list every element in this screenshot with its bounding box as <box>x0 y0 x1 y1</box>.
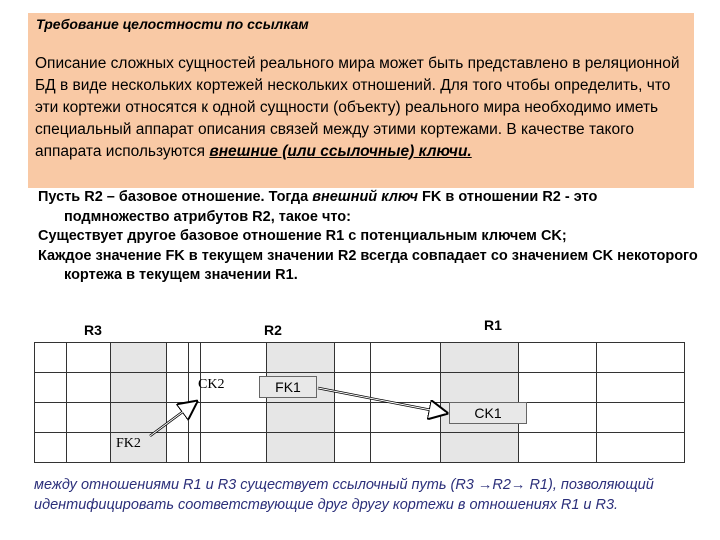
relation-r1-label: R1 <box>484 317 502 333</box>
rule-line-2: Существует другое базовое отношение R1 с потенциальным ключем CK; <box>38 228 567 244</box>
ck1-box: CK1 <box>449 402 527 424</box>
reference-path-caption: между отношениями R1 и R3 существует ссылочный путь (R3 →R2→ R1), позволяющий идентифицировать соответствующие друг другу кортежи в отношениях R1 и R3. <box>34 477 654 513</box>
ck2-label: CK2 <box>198 377 225 392</box>
foreign-key-term: внешний ключ <box>312 189 419 205</box>
relation-r3-label: R3 <box>84 322 102 338</box>
foreign-keys-term: внешние (или ссылочные) ключи. <box>209 143 472 160</box>
rule-line-3: Каждое значение FK в текущем значении R2 всегда совпадает со значением CK некоторого кортежа в текущем значении R1. <box>38 247 698 283</box>
definition-title: Требование целостности по ссылкам <box>36 16 309 32</box>
fk1-box: FK1 <box>259 376 317 398</box>
rule-1-part-b: FK в отношении R2 - это подмножество атрибутов R2, такое что: <box>64 189 598 225</box>
definition-text: Описание сложных сущностей реального мира может быть представлено в реляционной БД в виде нескольких кортежей нескольких отношений. Для того чтобы определить, что эти кортежи относятся к одной сущности (объекту) реального мира необходимо иметь специальный аппарат описания связей между этими кортежами. В качестве такого аппарата используются <box>35 55 680 160</box>
relation-r2-label: R2 <box>264 322 282 338</box>
rule-1-part-a: Пусть R2 – базовое отношение. Тогда <box>38 189 313 205</box>
fk2-label: FK2 <box>116 436 141 451</box>
